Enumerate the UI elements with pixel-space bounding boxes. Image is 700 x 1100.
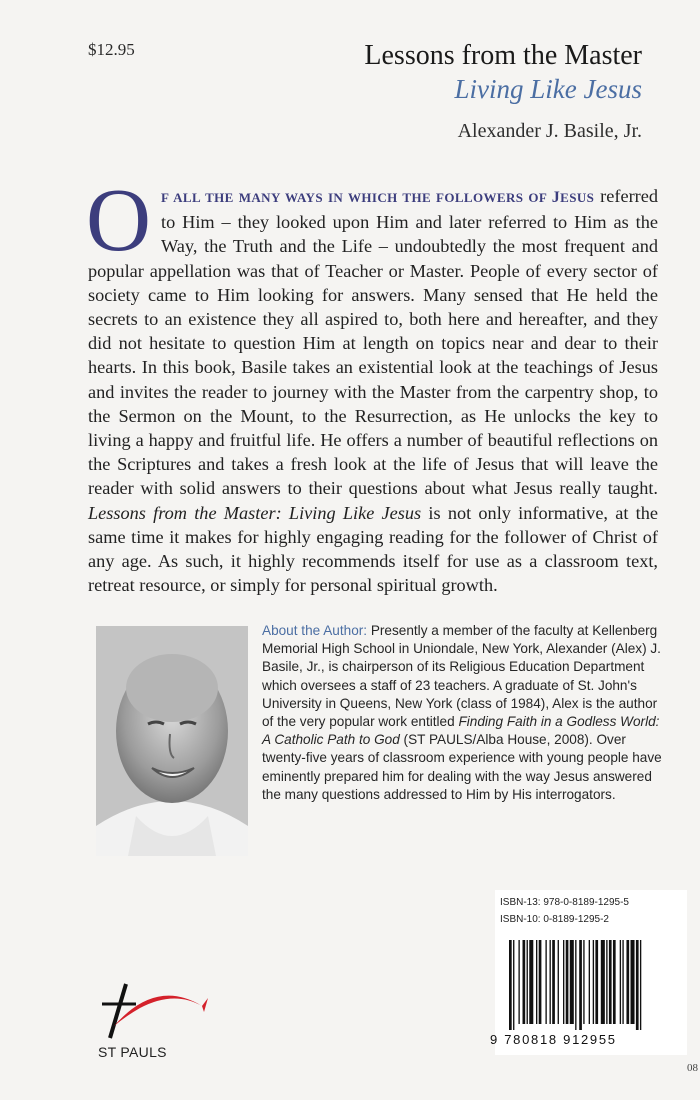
barcode-bar [640, 940, 641, 1030]
barcode-bar [527, 940, 528, 1024]
price: $12.95 [88, 40, 135, 59]
corner-code: 08 [687, 1062, 698, 1074]
barcode-bar [579, 940, 582, 1030]
barcode-bar [539, 940, 542, 1024]
barcode-bar [583, 940, 584, 1024]
barcode-bar [622, 940, 623, 1024]
blurb-text-end: is not only informative, at the same time it makes for highly engaging reading for the follower of Christ of any age. As such, it highly recommends itself for use as a classroom text, retreat resource, or simply for personal spiritual growth. [88, 502, 658, 596]
about-the-author [262, 622, 662, 804]
barcode-bar [595, 940, 598, 1024]
barcode-bar [523, 940, 526, 1024]
publisher-name: ST PAULS [98, 1044, 167, 1060]
about-book-title: Finding Faith in a Godless World: A Catholic Path to God [262, 714, 660, 748]
blurb-text: referred to Him – they looked upon Him and later referred to Him as the Way, the Truth and the Life – undoubtedly the most frequent and popular appellation was that of Teacher or Master. People of every sector of society came to Him looking for answers. Many sensed that He held the secrets to an existence they all aspired to, both here and hereafter, and they did not hesitate to question Him at length on topics near and dear to their hearts. In this book, Basile takes an existential look at the teachings of Jesus and invites the reader to journey with the Master from the carpentry shop, to the Sermon on the Mount, to the Resurrection, as He unlocks the key to living a happy and fruitful life. He offers a number of beautiful reflections on the Scriptures and takes a fresh look at the life of Jesus that will leave the reader with solid answers to their questions about what Jesus really taught. [88, 186, 658, 499]
isbn-13: ISBN-13: 978-0-8189-1295-5 [500, 897, 629, 908]
barcode-bar [575, 940, 576, 1030]
author-photo [96, 626, 248, 856]
barcode-bar [606, 940, 607, 1024]
barcode-bar [550, 940, 551, 1024]
barcode-bar [509, 940, 512, 1030]
barcode-bar [609, 940, 612, 1024]
barcode-bar [518, 940, 519, 1024]
book-author: Alexander J. Basile, Jr. [457, 120, 642, 142]
drop-cap: O [86, 171, 151, 270]
barcode-bar [563, 940, 564, 1024]
barcode-bar [589, 940, 590, 1024]
barcode-bar [566, 940, 569, 1024]
barcode-bar [593, 940, 594, 1024]
barcode-bar [636, 940, 639, 1030]
barcode-bar [545, 940, 546, 1024]
st-pauls-logo-icon [92, 978, 212, 1044]
barcode [505, 940, 683, 1032]
barcode-bar [626, 940, 629, 1024]
about-text: Presently a member of the faculty at Kellenberg Memorial High School in Uniondale, New York, Alexander (Alex) J. Basile, Jr., is chairperson of its Religious Education Department which oversees a staff of 23 teachers. A graduate of St. John's University in Queens, New York (class of 1984), Alex is the author of the very popular work entitled [262, 623, 661, 730]
barcode-bar [552, 940, 555, 1024]
barcode-bar [631, 940, 635, 1024]
book-subtitle: Living Like Jesus [454, 74, 642, 104]
book-title: Lessons from the Master [364, 40, 642, 71]
isbn-10: ISBN-10: 0-8189-1295-2 [500, 914, 609, 925]
about-text-end: (ST PAULS/Alba House, 2008). Over twenty-five years of classroom experience with young people have eminently prepared him for dealing with the way Jesus answered the many questions addressed to Him by His interrogators. [262, 732, 662, 802]
blurb-book-title: Lessons from the Master: Living Like Jesus [88, 502, 422, 523]
about-label: About the Author: [262, 623, 368, 638]
barcode-bar [513, 940, 514, 1030]
barcode-bar [570, 940, 574, 1024]
barcode-bar [536, 940, 537, 1024]
blurb [86, 171, 658, 597]
barcode-bar [558, 940, 559, 1024]
barcode-bar [529, 940, 533, 1024]
barcode-number: 9 780818 912955 [490, 1032, 617, 1047]
barcode-bar [620, 940, 621, 1024]
barcode-bar [613, 940, 616, 1024]
barcode-bar [601, 940, 605, 1024]
blurb-lead: F ALL THE MANY WAYS IN WHICH THE FOLLOWERS OF JESUS [161, 189, 595, 206]
